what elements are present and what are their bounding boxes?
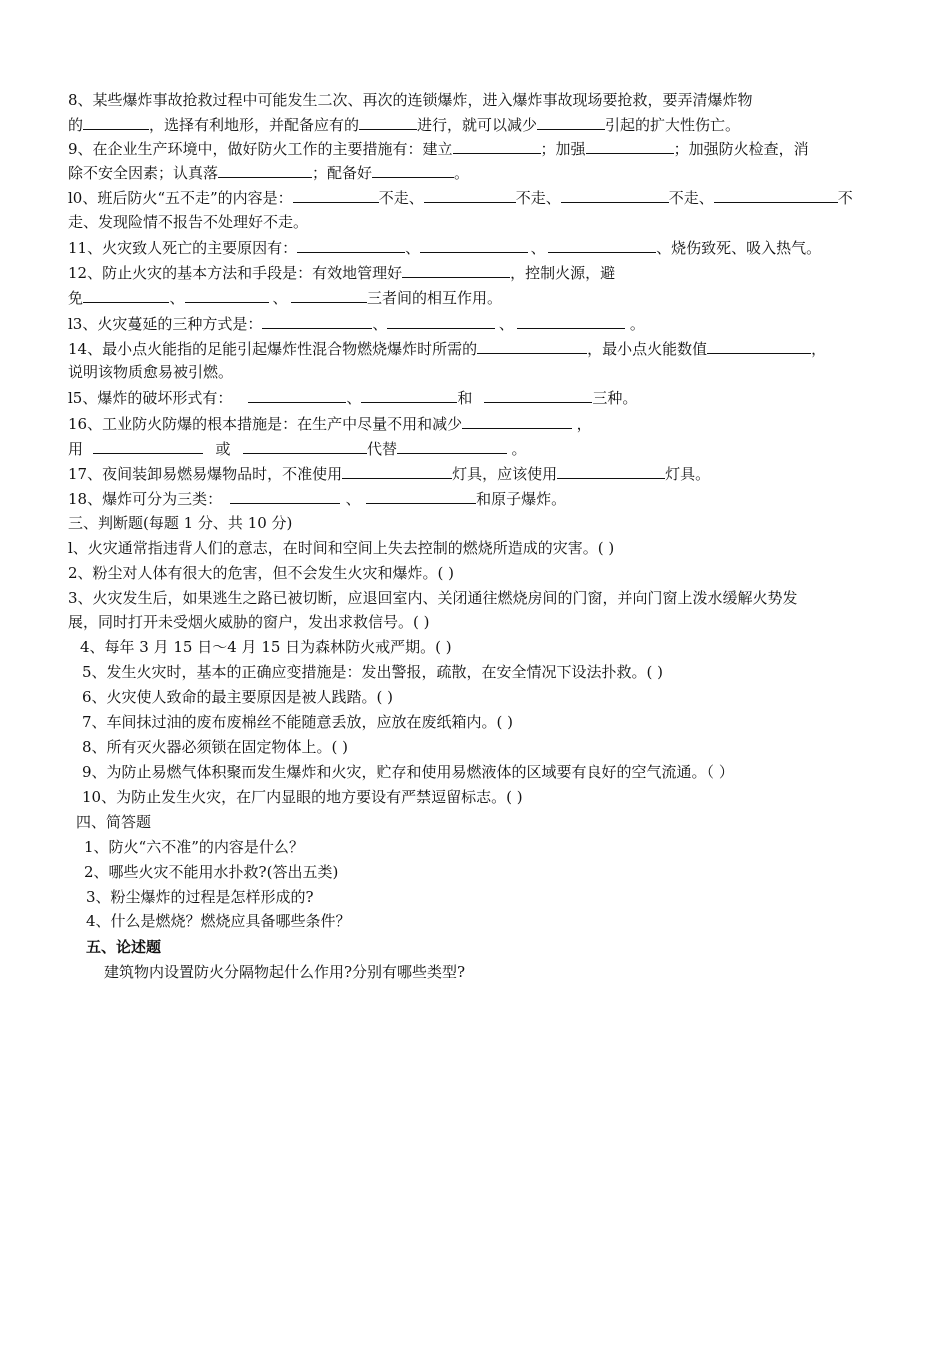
question-text: 、	[372, 315, 388, 333]
section-5-heading	[86, 937, 161, 957]
answer-blank[interactable]	[262, 313, 372, 329]
question-text: 或	[215, 440, 231, 458]
question-text: 展，同时打开未受烟火威胁的窗户，发出求救信号。( )	[68, 613, 430, 631]
question-text: 三种。	[592, 389, 638, 407]
judgement-2	[68, 563, 454, 583]
question-text: 进行，就可以减少	[417, 116, 538, 134]
question-text: 5、发生火灾时，基本的正确应变措施是：发出警报，疏散，在安全情况下设法扑救。( )	[82, 663, 664, 681]
question-10-line-1	[68, 187, 853, 207]
question-text: 说明该物质愈易被引燃。	[68, 363, 234, 381]
answer-blank[interactable]	[372, 162, 454, 178]
question-text: 4、每年 3 月 15 日～4 月 15 日为森林防火戒严期。( )	[80, 638, 452, 656]
question-12-line-1	[68, 262, 615, 282]
question-text: 17、夜间装卸易燃易爆物品时，不准使用	[68, 465, 343, 483]
answer-blank[interactable]	[387, 313, 495, 329]
answer-blank[interactable]	[517, 313, 625, 329]
answer-blank[interactable]	[557, 463, 665, 479]
question-text: l、火灾通常指违背人们的意志，在时间和空间上失去控制的燃烧所造成的灾害。( )	[68, 539, 615, 557]
question-10-line-2	[68, 212, 308, 232]
question-text: ；配备好	[312, 164, 373, 182]
answer-blank[interactable]	[548, 237, 656, 253]
question-text: 7、车间抹过油的废布废棉丝不能随意丢放，应放在废纸箱内。( )	[82, 713, 514, 731]
question-text: 和	[457, 389, 473, 407]
question-text: 建筑物内设置防火分隔物起什么作用?分别有哪些类型?	[104, 963, 466, 981]
judgement-3-line-1	[68, 588, 798, 608]
question-text: 免	[68, 289, 84, 307]
answer-blank[interactable]	[397, 438, 507, 454]
question-text: 、	[498, 315, 514, 333]
question-16-line-1	[68, 413, 596, 433]
question-text: 10、为防止发生火灾，在厂内显眼的地方要设有严禁逗留标志。( )	[82, 788, 523, 806]
question-text: 用	[68, 440, 84, 458]
question-17	[68, 463, 710, 483]
question-text: ，	[811, 340, 827, 358]
question-text: 不	[837, 189, 853, 207]
answer-blank[interactable]	[230, 488, 340, 504]
question-text: 、	[345, 490, 361, 508]
question-text: 9、在企业生产环境中，做好防火工作的主要措施有：建立	[68, 140, 453, 158]
question-text: 18、爆炸可分为三类：	[68, 490, 223, 508]
answer-blank[interactable]	[293, 187, 379, 203]
question-text: 8、所有灭火器必须锁在固定物体上。( )	[82, 738, 349, 756]
answer-blank[interactable]	[714, 187, 838, 203]
question-text: 代替	[367, 440, 398, 458]
question-text: 灯具。	[665, 465, 711, 483]
answer-blank[interactable]	[93, 438, 203, 454]
question-text: ，最小点火能数值	[587, 340, 708, 358]
question-text: 、	[405, 239, 421, 257]
section-4-heading	[76, 812, 151, 832]
question-text: 3、粉尘爆炸的过程是怎样形成的?	[86, 888, 314, 906]
short-answer-1	[84, 837, 304, 857]
question-text: ，选择有利地形，并配备应有的	[149, 116, 360, 134]
question-text: 和原子爆炸。	[476, 490, 567, 508]
short-answer-3	[86, 887, 314, 907]
question-text: ；加强防火检查，消	[673, 140, 809, 158]
judgement-6	[82, 687, 393, 707]
answer-blank[interactable]	[291, 287, 367, 303]
question-15	[68, 387, 637, 407]
question-text: 、	[346, 389, 362, 407]
question-text: 4、什么是燃烧？燃烧应具备哪些条件？	[86, 912, 351, 930]
question-text: 、烧伤致死、吸入热气。	[656, 239, 822, 257]
question-8-line-1	[68, 90, 753, 110]
question-text: 16、工业防火防爆的根本措施是：在生产中尽量不用和减少	[68, 415, 463, 433]
question-text: l3、火灾蔓延的三种方式是：	[68, 315, 263, 333]
question-text: l5、爆炸的破坏形式有：	[68, 389, 233, 407]
question-text: 的	[68, 116, 84, 134]
question-text: 3、火灾发生后，如果逃生之路已被切断，应退回室内、关闭通往燃烧房间的门窗，并向门窗上泼水缓解火势发	[68, 589, 798, 607]
answer-blank[interactable]	[243, 438, 367, 454]
question-text: 2、哪些火灾不能用水扑救?(答出五类)	[84, 863, 339, 881]
answer-blank[interactable]	[561, 187, 669, 203]
question-text: 三者间的相互作用。	[367, 289, 503, 307]
answer-blank[interactable]	[359, 114, 417, 130]
question-text: 。	[629, 315, 645, 333]
question-18	[68, 488, 566, 508]
question-9-line-1	[68, 138, 809, 158]
answer-blank[interactable]	[297, 237, 405, 253]
section-title: 五、论述题	[86, 938, 162, 956]
judgement-9	[82, 762, 734, 782]
judgement-3-line-2	[68, 612, 429, 632]
question-text: 走、发现险情不报告不处理好不走。	[68, 213, 309, 231]
section-title: 三、判断题(每题 1 分、共 10 分)	[68, 514, 293, 532]
answer-blank[interactable]	[402, 262, 510, 278]
question-11	[68, 237, 821, 257]
section-3-heading	[68, 513, 292, 533]
question-text: ，控制火源，避	[510, 264, 616, 282]
question-text: 12、防止火灾的基本方法和手段是：有效地管理好	[68, 264, 403, 282]
answer-blank[interactable]	[361, 387, 457, 403]
answer-blank[interactable]	[586, 138, 674, 154]
judgement-7	[82, 712, 513, 732]
question-text: ，	[576, 415, 592, 433]
answer-blank[interactable]	[707, 338, 811, 354]
answer-blank[interactable]	[218, 162, 312, 178]
answer-blank[interactable]	[424, 187, 516, 203]
question-text: 1、防火“六不准”的内容是什么？	[84, 838, 304, 856]
question-text: 。	[454, 164, 470, 182]
question-14-line-1	[68, 338, 826, 358]
essay-question	[104, 962, 465, 982]
question-text: 不走、	[515, 189, 561, 207]
question-text: 灯具，应该使用	[452, 465, 558, 483]
question-14-line-2	[68, 362, 233, 382]
section-title: 四、简答题	[76, 813, 152, 831]
question-text: l0、班后防火“五不走”的内容是：	[68, 189, 293, 207]
question-text: 14、最小点火能指的足能引起爆炸性混合物燃烧爆炸时所需的	[68, 340, 478, 358]
answer-blank[interactable]	[83, 287, 169, 303]
answer-blank[interactable]	[484, 387, 592, 403]
question-text: 、	[169, 289, 185, 307]
answer-blank[interactable]	[366, 488, 476, 504]
answer-blank[interactable]	[248, 387, 346, 403]
question-text: 11、火灾致人死亡的主要原因有：	[68, 239, 298, 257]
answer-blank[interactable]	[537, 114, 605, 130]
short-answer-4	[86, 911, 351, 931]
question-text: 、	[530, 239, 546, 257]
question-12-line-2	[68, 287, 502, 307]
question-text: 、	[272, 289, 288, 307]
question-13	[68, 313, 649, 333]
short-answer-2	[84, 862, 338, 882]
answer-blank[interactable]	[185, 287, 269, 303]
question-text: 除不安全因素；认真落	[68, 164, 219, 182]
judgement-5	[82, 662, 663, 682]
answer-blank[interactable]	[462, 413, 572, 429]
judgement-1	[68, 538, 614, 558]
question-text: 引起的扩大性伤亡。	[605, 116, 741, 134]
answer-blank[interactable]	[420, 237, 528, 253]
question-text: 8、某些爆炸事故抢救过程中可能发生二次、再次的连锁爆炸，进入爆炸事故现场要抢救，要弄清爆炸物	[68, 91, 753, 109]
question-16-line-2	[68, 438, 531, 458]
answer-blank[interactable]	[342, 463, 452, 479]
question-9-line-2	[68, 162, 469, 182]
question-text: 2、粉尘对人体有很大的危害，但不会发生火灾和爆炸。( )	[68, 564, 455, 582]
question-text: 不走、	[668, 189, 714, 207]
judgement-10	[82, 787, 523, 807]
answer-blank[interactable]	[453, 138, 541, 154]
question-text: 9、为防止易燃气体积聚而发生爆炸和火灾，贮存和使用易燃液体的区域要有良好的空气流通。（ ）	[82, 763, 734, 781]
answer-blank[interactable]	[83, 114, 149, 130]
judgement-8	[82, 737, 348, 757]
question-text: 。	[511, 440, 527, 458]
question-text: 6、火灾使人致命的最主要原因是被人践踏。( )	[82, 688, 394, 706]
question-text: ；加强	[540, 140, 586, 158]
answer-blank[interactable]	[477, 338, 587, 354]
question-text: 不走、	[378, 189, 424, 207]
question-8-line-2	[68, 114, 740, 134]
judgement-4	[80, 637, 452, 657]
